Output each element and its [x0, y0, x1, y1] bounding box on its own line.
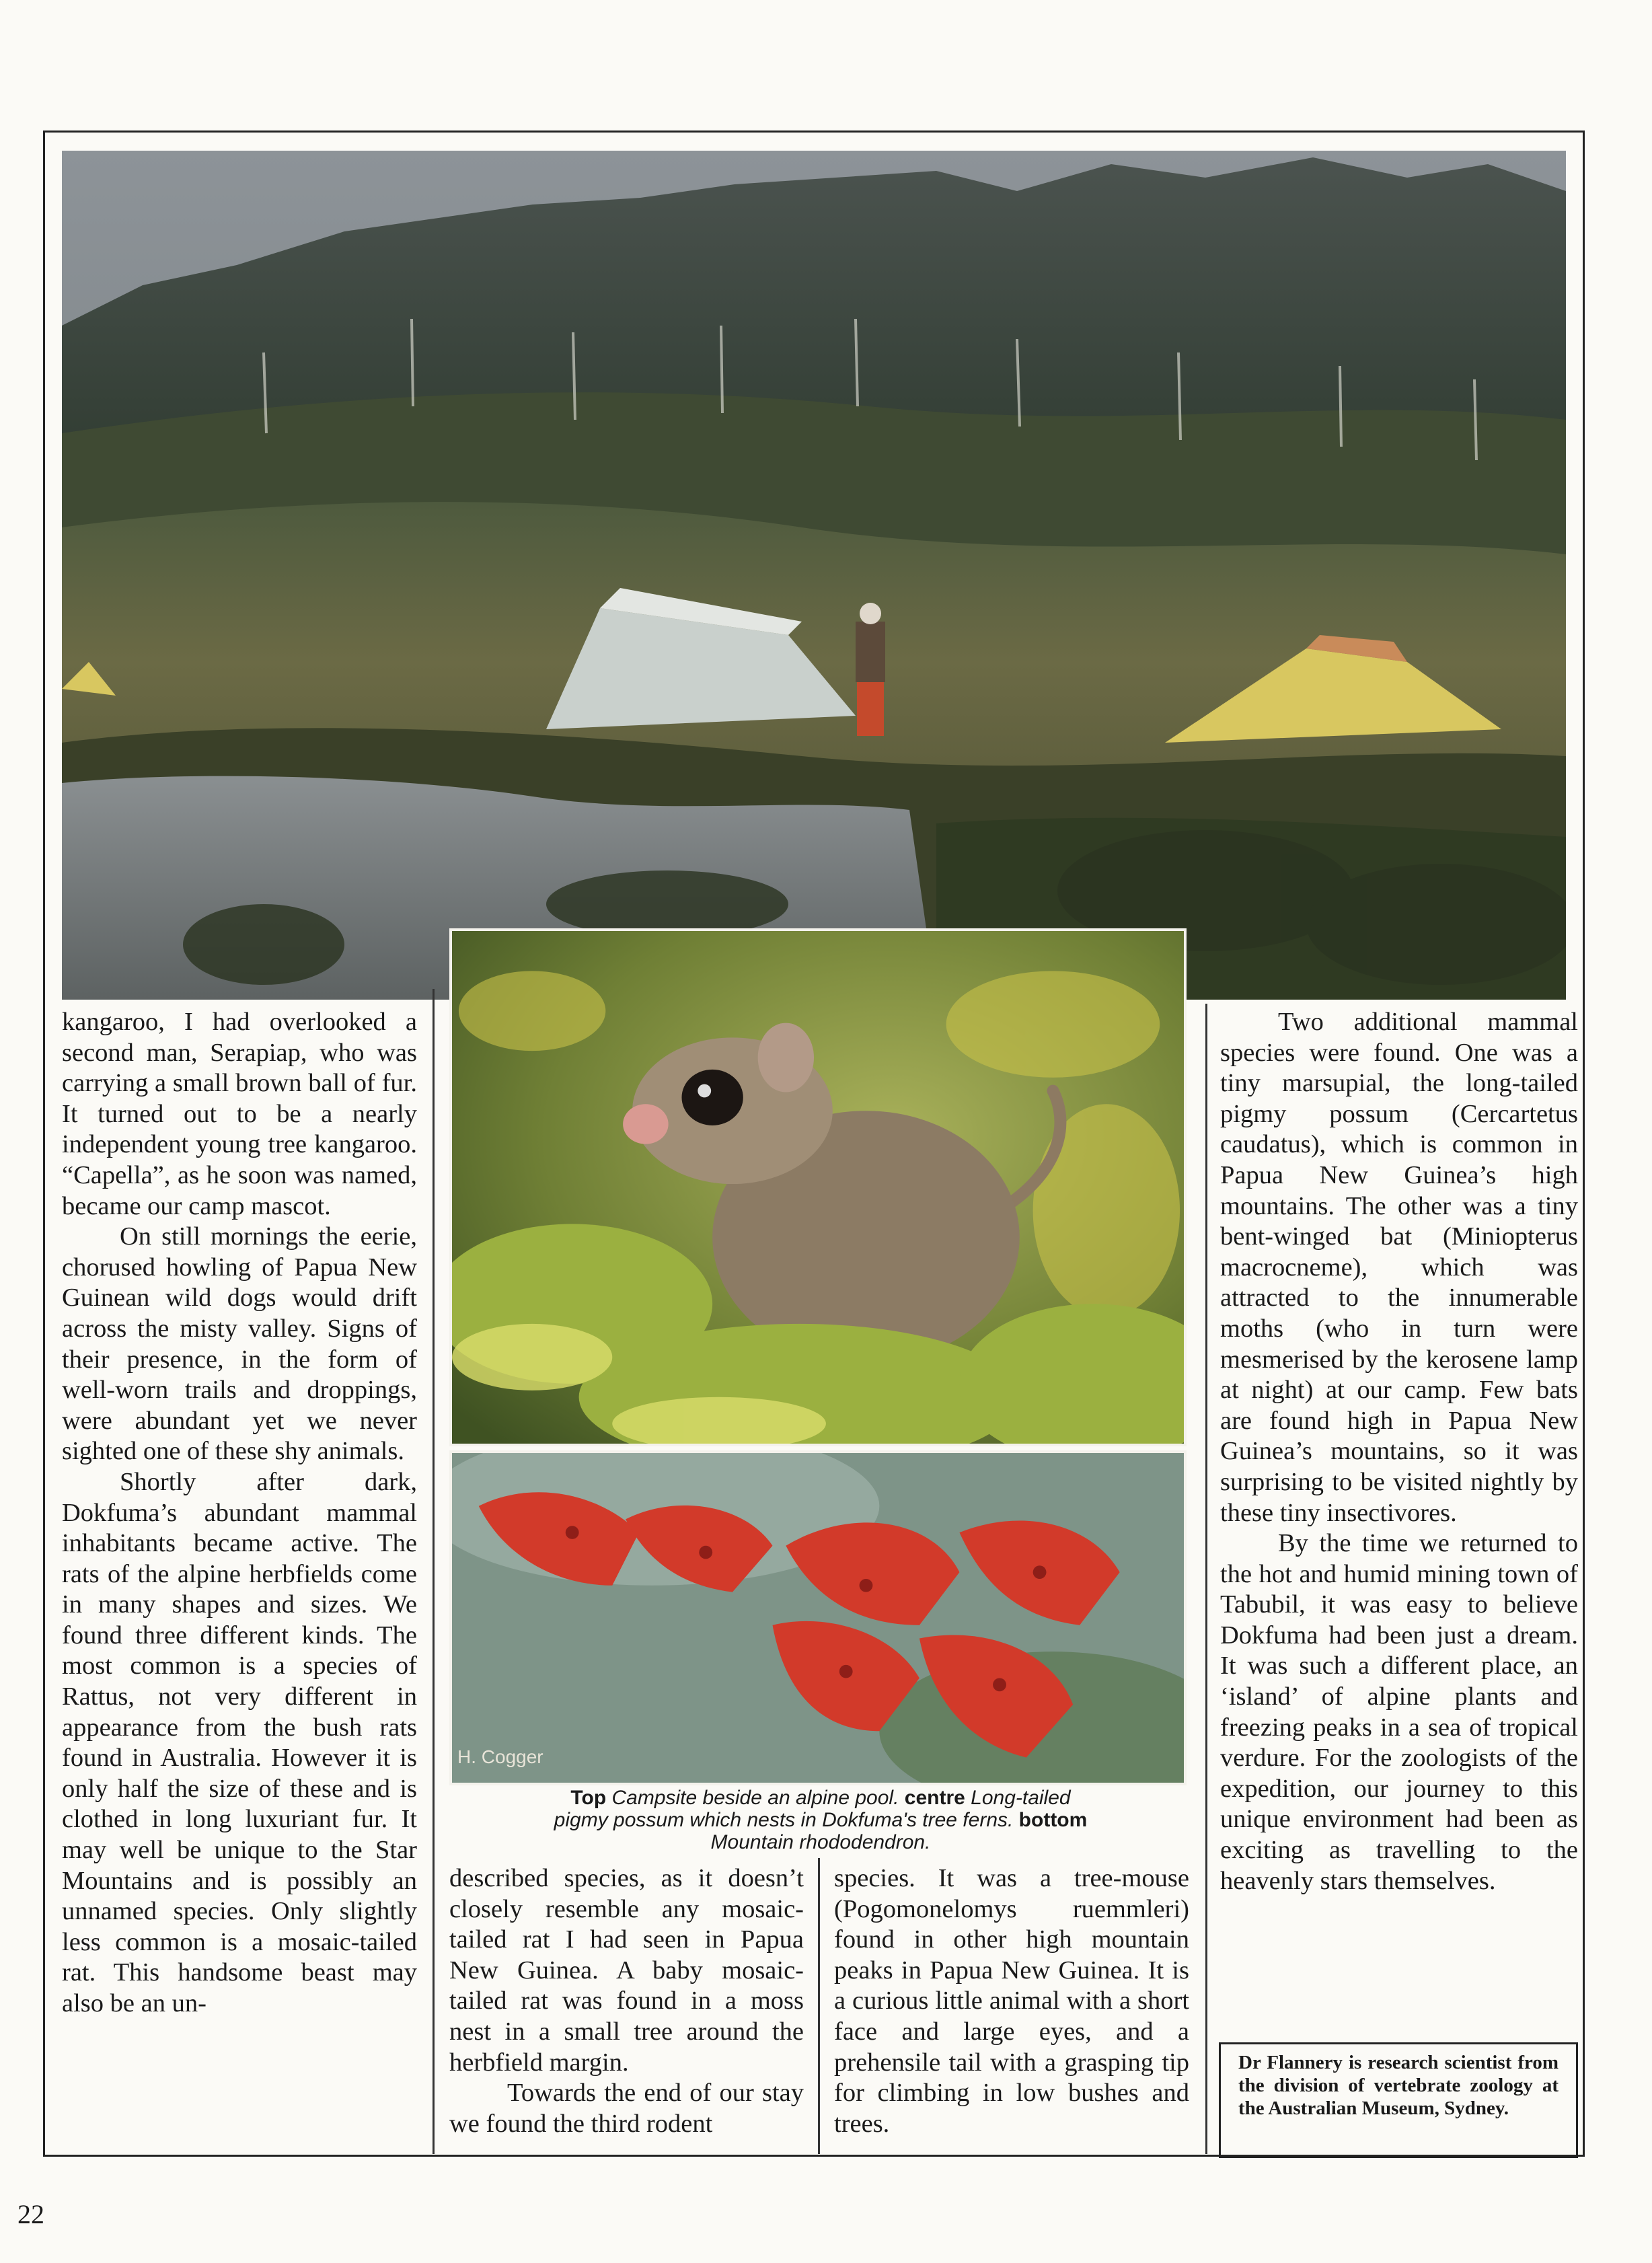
caption-centre-label: centre	[904, 1787, 965, 1809]
page-number: 22	[17, 2199, 44, 2229]
paragraph: Towards the end of our stay we found the third rodent	[449, 2079, 804, 2138]
paragraph: Shortly after dark, Dokfuma’s abundant mammal inhabitants became active. The rats of the alpine herbfields come in many shapes and sizes. We found three different kinds. The most common is a species of Rattus, not very different in appearance from the bush rats found in Australia. However it is only half the size of these and is clothed in long luxuriant fur. It may well be unique to the Star Mountains and is possibly an unnamed species. Only slightly less common is a mosaic-tailed rat. This handsome beast may also be an un-	[62, 1467, 417, 2017]
campsite-photo	[62, 151, 1566, 1000]
paragraph: Two additional mammal species were found. One was a tiny marsupial, the long-tailed pigmy possum (Cercartetus caudatus), which is common in Papua New Guinea’s high mountains. The other was a tiny bent-winged bat (Miniopterus macrocneme), which was attracted to the innumerable moths (who in turn were mesmerised by the kerosene lamp at night) at our camp. Few bats are found high in Papua New Guinea’s mountains, so it was surprising to be visited nightly by these tiny insectivores.	[1220, 1008, 1578, 1527]
photo-caption	[552, 1787, 1090, 1853]
column-rule	[433, 989, 435, 2154]
column-rule	[818, 1858, 820, 2154]
paragraph: species. It was a tree-mouse (Pogomonelomys ruemmleri) found in other high mountain peaks in Papua New Guinea. It is a curious little animal with a short face and large eyes, and a prehensile tail with a grasping tip for climbing in low bushes and trees.	[834, 1864, 1189, 2138]
caption-centre-text: Long-tailed pigmy possum which nests in Dokfuma's tree ferns.	[554, 1787, 1071, 1831]
column-rule	[1205, 1004, 1207, 2154]
caption-bottom-text: Mountain rhododendron.	[710, 1831, 931, 1853]
article-column-3	[834, 1863, 1189, 2139]
article-column-4	[1220, 1007, 1578, 1896]
paragraph: described species, as it doesn’t closely resemble any mosaic-tailed rat I had seen in Papua New Guinea. A baby mosaic-tailed rat was found in a moss nest in a small tree around the herbfield margin.	[449, 1864, 804, 2077]
author-bio-box: Dr Flannery is research scientist from the division of vertebrate zoology at the Australian Museum, Sydney.	[1219, 2042, 1578, 2158]
caption-top-label: Top	[570, 1787, 607, 1809]
paragraph: On still mornings the eerie, chorused howling of Papua New Guinean wild dogs would drift across the misty valley. Signs of their presence, in the form of well-worn trails and droppings, were abundant yet we never sighted one of these shy animals.	[62, 1222, 417, 1466]
possum-photo	[449, 928, 1187, 1446]
article-column-2	[449, 1863, 804, 2139]
caption-bottom-label: bottom	[1018, 1809, 1088, 1831]
paragraph: kangaroo, I had overlooked a second man, Serapiap, who was carrying a small brown ball of fur. It turned out to be a nearly independent young tree kangaroo. “Capella”, as he soon was named, became our camp mascot.	[62, 1008, 417, 1220]
photo-credit: H. Cogger	[457, 1746, 543, 1767]
caption-top-text: Campsite beside an alpine pool.	[606, 1787, 905, 1809]
article-column-1	[62, 1007, 417, 2019]
paragraph: By the time we returned to the hot and humid mining town of Tabubil, it was easy to believe Dokfuma had been just a dream. It was such a different place, an ‘island’ of alpine plants and freezing peaks in a sea of tropical verdure. For the zoologists of the expedition, our journey to this unique environment had been as exciting as travelling to the heavenly stars themselves.	[1220, 1529, 1578, 1895]
rhododendron-photo	[449, 1450, 1187, 1785]
